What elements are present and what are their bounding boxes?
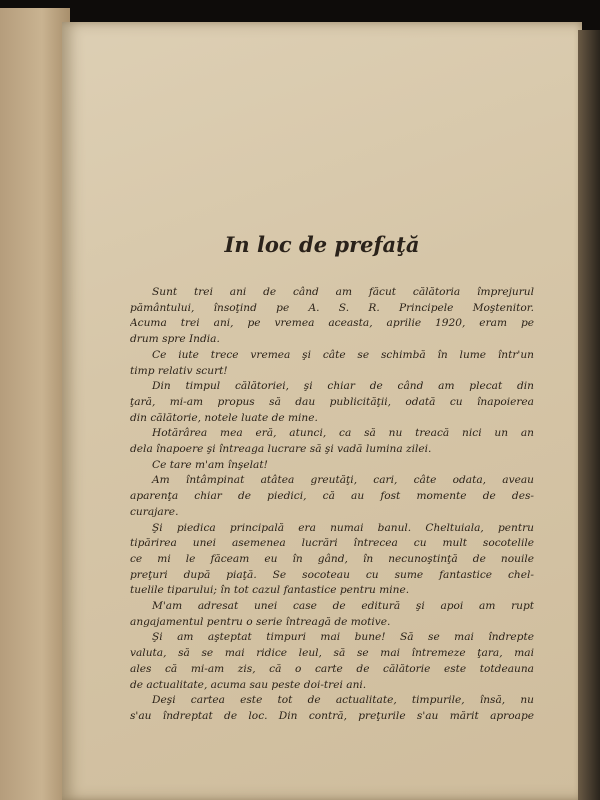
page-title: In loc de prefaţă	[224, 232, 420, 257]
text-line: din călătorie, notele luate de mine.	[130, 411, 318, 424]
text-line: timp relativ scurt!	[130, 364, 228, 377]
text-line: Din timpul călătoriei, şi chiar de când am plecat din	[152, 380, 534, 393]
text-line: drum spre India.	[130, 333, 220, 346]
text-line: Deşi cartea este tot de actualitate, timpurile, însă, nu	[152, 694, 534, 707]
text-line: ales că mi-am zis, că o carte de călătorie este totdeauna	[130, 662, 534, 675]
text-line: de actualitate, acuma sau peste doi-trei ani.	[130, 678, 367, 691]
text-line: s'au îndreptat de loc. Din contră, preţurile s'au mărit aproape	[130, 709, 534, 722]
text-line: Ce iute trece vremea şi câte se schimbă în lume într'un	[152, 348, 534, 361]
text-line: Sunt trei ani de când am făcut călătoria împrejurul	[152, 286, 534, 298]
text-line: curajare.	[130, 505, 179, 518]
text-line: Ce tare m'am înşelat!	[152, 458, 268, 471]
text-line: Şi am aşteptat timpuri mai bune! Să se mai îndrepte	[152, 631, 534, 644]
text-line: aparenţa chiar de piedici, că au fost momente de des-	[130, 490, 534, 503]
text-line: Hotărârea mea eră, atunci, ca să nu treacă nici un an	[152, 427, 534, 440]
text-line: Şi piedica principală era numai banul. Cheltuiala, pentru	[152, 521, 534, 534]
preface-body	[130, 285, 534, 725]
text-line: tipărirea unei asemenea lucrări întrecea cu mult socotelile	[130, 537, 534, 550]
text-line: Am întâmpinat atâtea greutăţi, cari, câte odata, aveau	[152, 474, 534, 487]
book-page	[62, 22, 582, 800]
text-line: angajamentul pentru o serie întreagă de motive.	[130, 615, 391, 628]
text-line: dela înapoere şi întreaga lucrare să şi vadă lumina zilei.	[130, 443, 432, 456]
text-line: pământului, însoţind pe A. S. R. Principele Moştenitor.	[130, 301, 534, 314]
facing-page-edge	[0, 8, 70, 800]
text-line: M'am adresat unei case de editură şi apoi am rupt	[152, 600, 534, 613]
text-line: preţuri după piaţă. Se socoteau cu sume fantastice chel-	[130, 568, 534, 581]
text-line: tuelile tiparului; în tot cazul fantastice pentru mine.	[130, 584, 410, 597]
text-line: ţară, mi-am propus să dau publicităţii, odată cu înapoierea	[130, 395, 534, 408]
text-line: valuta, să se mai ridice leul, să se mai întremeze ţara, mai	[130, 647, 534, 660]
text-line: ce mi le făceam eu în gând, în necunoştinţă de nouile	[130, 552, 534, 565]
page-stack-edge	[578, 30, 600, 800]
text-line: Acuma trei ani, pe vremea aceasta, aprilie 1920, eram pe	[130, 317, 534, 330]
